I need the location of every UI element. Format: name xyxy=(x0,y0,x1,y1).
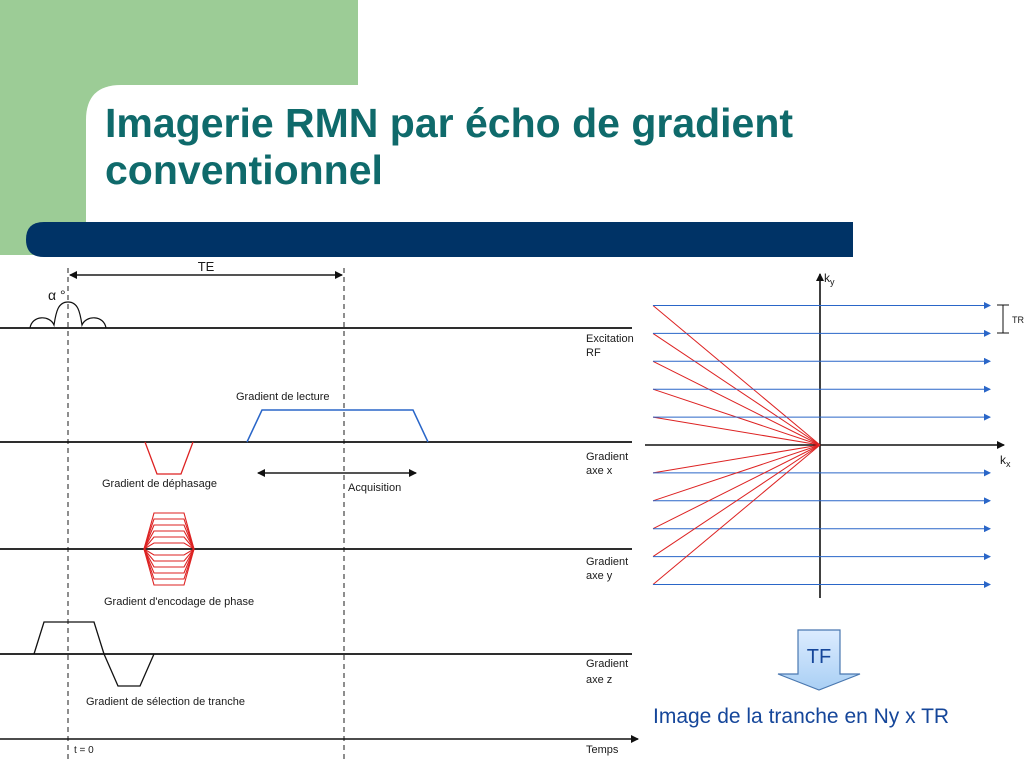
dephasing-gradient-label: Gradient de déphasage xyxy=(102,478,217,490)
gradient-z-row-label-1: Gradient xyxy=(586,658,629,670)
phase-encoding-step xyxy=(144,549,194,555)
flip-angle-label: α ° xyxy=(48,287,66,303)
phase-encoding-gradient-label: Gradient d'encodage de phase xyxy=(104,596,255,608)
ky-axis-label: $k_y$ xyxy=(824,271,835,287)
readout-gradient-lobe xyxy=(247,410,428,442)
kx-axis-label: $k_x$ xyxy=(1000,453,1011,469)
slide-title-line-1: Imagerie RMN par écho de gradient xyxy=(105,100,794,146)
rf-row-label-2: RF xyxy=(586,347,601,359)
fourier-transform-arrow xyxy=(778,630,860,690)
acquisition-label: Acquisition xyxy=(348,482,402,494)
phase-dephasing-path xyxy=(653,417,820,445)
gradient-y-row-label-2: axe y xyxy=(586,570,613,582)
slice-selection-gradient-lobe xyxy=(34,622,104,654)
readout-gradient-label: Gradient de lecture xyxy=(236,391,330,403)
phase-dephasing-path xyxy=(653,445,820,473)
dephasing-gradient-lobe xyxy=(145,442,193,474)
t0-label: t = 0 xyxy=(74,745,94,756)
tf-label: TF xyxy=(806,646,832,668)
phase-dephasing-path xyxy=(653,445,820,585)
gradient-y-row-label-1: Gradient xyxy=(586,556,629,568)
gradient-x-row-label-1: Gradient xyxy=(586,451,629,463)
phase-dephasing-path xyxy=(653,306,820,446)
tr-label: TR xyxy=(1012,315,1024,325)
kspace-diagram xyxy=(645,271,1024,598)
slice-selection-gradient-label: Gradient de sélection de tranche xyxy=(86,696,245,708)
image-caption: Image de la tranche en Ny x TR xyxy=(653,705,950,728)
te-label: TE xyxy=(197,259,215,274)
time-axis-label: Temps xyxy=(586,744,619,756)
phase-dephasing-path xyxy=(653,361,820,445)
slide-title-line-2: conventionnel xyxy=(105,147,383,193)
slice-rephasing-gradient-lobe xyxy=(104,654,154,686)
gradient-x-row-label-2: axe x xyxy=(586,465,613,477)
gradient-z-row-label-2: axe z xyxy=(586,674,613,686)
rf-row-label-1: Excitation xyxy=(586,333,634,345)
phase-dephasing-path xyxy=(653,445,820,529)
pulse-sequence xyxy=(0,259,638,762)
